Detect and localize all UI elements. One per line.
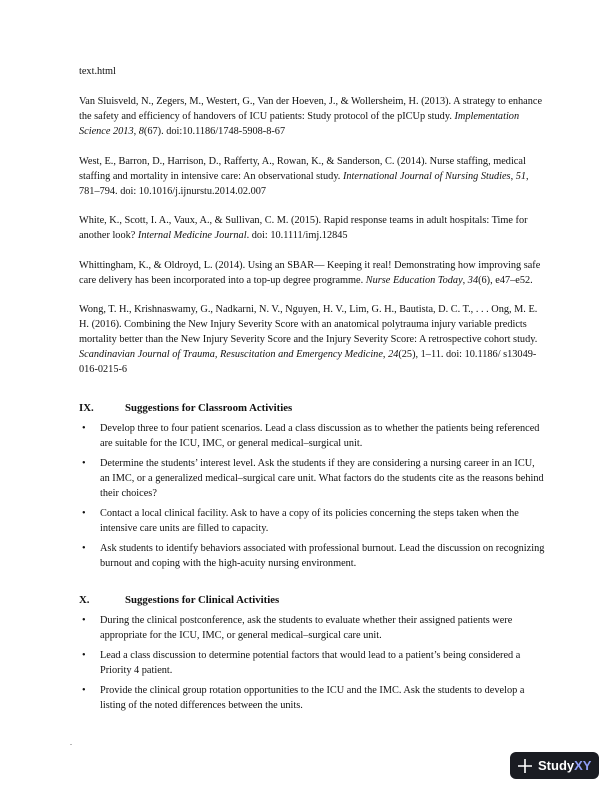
bullet-list [79,613,545,713]
section-title: Suggestions for Classroom Activities [125,402,293,414]
section-number: X. [79,594,90,606]
studyxy-brand-badge[interactable] [510,752,599,779]
section-title: Suggestions for Clinical Activities [125,594,280,606]
section-number: IX. [79,402,94,414]
footer-mark: . [70,738,72,747]
brand-name: StudyXY [538,758,592,773]
reference-entry: West, E., Barron, D., Harrison, D., Rafferty, A., Rowan, K., & Sanderson, C. (2014). Nurse staffing, medical staffing and mortality in intensive care: An observational study. International Journal of Nursing Studies, 51, 781–794. doi: 10.1016/j.ijnurstu.2014.02.007 [79,155,529,197]
list-item: • Ask students to identify behaviors associated with professional burnout. Lead the discussion on recognizing burnout and coping with the high-acuity nursing environment. [79,541,545,571]
classroom-activities-section [79,401,545,571]
list-item: • Determine the students’ interest level. Ask the students if they are considering a nursing career in an ICU, an IMC, or a generalized medical–surgical care unit. What factors do the students cite as the reasons behind their choices? [79,456,545,501]
document-page [79,64,545,718]
section-heading [79,401,545,416]
list-item: • Develop three to four patient scenarios. Lead a class discussion as to whether the patients being referenced are suitable for the ICU, IMC, or general medical–surgical unit. [79,421,545,451]
reference-entry: Van Sluisveld, N., Zegers, M., Westert, G., Van der Hoeven, J., & Wollersheim, H. (2013). A strategy to enhance the safety and efficiency of handovers of ICU patients: Study protocol of the pICUp study. Implementation Science 2013, 8(67). doi:10.1186/1748-5908-8-67 [79,96,543,137]
list-item: • Lead a class discussion to determine potential factors that would lead to a patient’s being considered a Priority 4 patient. [79,648,545,678]
reference-entry: White, K., Scott, I. A., Vaux, A., & Sullivan, C. M. (2015). Rapid response teams in adult hospitals: Time for another look? Internal Medicine Journal. doi: 10.1111/imj.12845 [79,215,528,241]
list-item: • Contact a local clinical facility. Ask to have a copy of its policies concerning the steps taken when the intensive care units are filled to capacity. [79,506,545,536]
reference-entry: Wong, T. H., Krishnaswamy, G., Nadkarni, N. V., Nguyen, H. V., Lim, G. H., Bautista, D. C. T., . . . Ong, M. E. H. (2016). Combining the New Injury Severity Score with an anatomical polytrauma injury variable predicts mortality better than the New Injury Severity Score and the Injury Severity Score: A retrospective cohort study. Scandinavian Journal of Trauma, Resuscitation and Emergency Medicine, 24(25), 1–11. doi: 10.1186/ s13049-016-0215-6 [79,304,538,375]
clinical-activities-section [79,593,545,713]
list-item: • Provide the clinical group rotation opportunities to the ICU and the IMC. Ask the students to develop a listing of the noted differences between the units. [79,683,545,713]
plus-sparkle-icon [518,759,532,773]
file-label: text.html [79,66,116,77]
reference-entry: Whittingham, K., & Oldroyd, L. (2014). Using an SBAR— Keeping it real! Demonstrating how improving safe care delivery has been incorporated into a top-up degree programme. Nurse Education Today, 34(6), e47–e52. [79,259,541,286]
bullet-list [79,421,545,571]
section-heading [79,593,545,608]
list-item: • During the clinical postconference, ask the students to evaluate whether their assigned patients were appropriate for the ICU, IMC, or general medical–surgical care unit. [79,613,545,643]
